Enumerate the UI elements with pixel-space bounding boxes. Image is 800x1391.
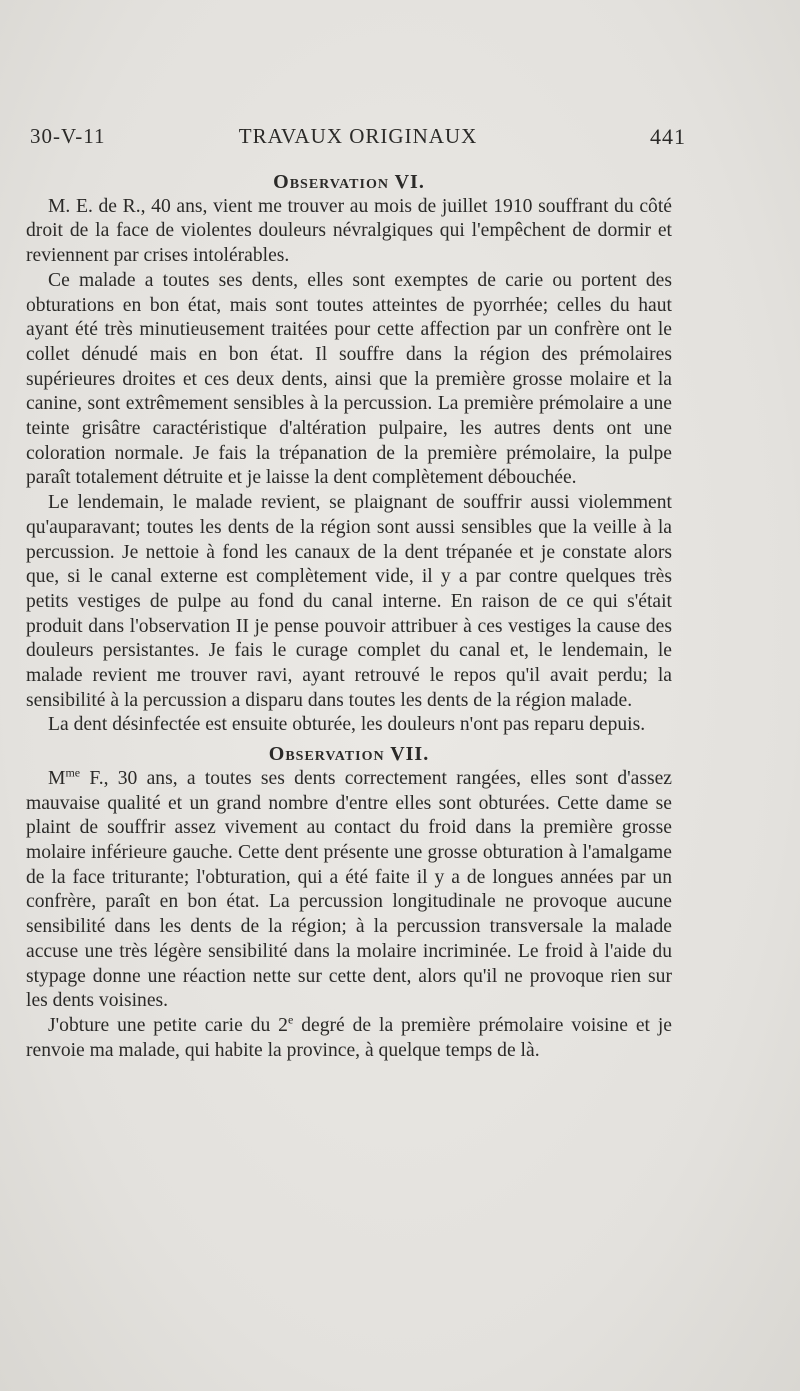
- header-date: 30-V-11: [30, 124, 106, 148]
- paragraph: Ce malade a toutes ses dents, elles sont exemptes de carie ou portent des obturations en bon état, mais sont toutes atteintes de pyorrhée; celles du haut ayant été très minutieusement traitées pour cette affection par un confrère ont le collet dénudé mais en bon état. Il souffre dans la région des prémolaires supérieures droites et ces deux dents, ainsi que la première grosse molaire et la canine, sont extrêmement sensibles à la percussion. La première prémolaire a une teinte grisâtre caractéristique d'altération pulpaire, les autres dents ont une coloration normale. Je fais la trépanation de la première prémolaire, la pulpe paraît totalement détruite et je laisse la dent complètement débouchée.: [26, 269, 672, 489]
- paragraph: La dent désinfectée est ensuite obturée, les douleurs n'ont pas reparu depuis.: [48, 714, 646, 736]
- running-header: [30, 124, 686, 154]
- observation-7-title: Observation VII.: [268, 743, 430, 766]
- superscript: e: [287, 1012, 294, 1027]
- header-title: TRAVAUX ORIGINAUX: [238, 124, 478, 148]
- text: F., 30 ans, a toutes ses dents correctement rangées, elles sont d'assez mauvaise qualité et un grand nombre d'entre elles sont obturées. Cette dame se plaint de souffrir assez vivement au contact du froid dans la première grosse molaire inférieure gauche. Cette dent présente une grosse obturation à l'amalgame de la face triturante; l'obturation, qui a été faite il y a de longues années par un confrère, paraît en bon état. La percussion longitudinale ne provoque aucune sensibilité dans les dents de la région; à la percussion transversale la malade accuse une très légère sensibilité dans la molaire incriminée. Le froid à l'aide du stypage donne une réaction nette sur cette dent, alors qu'il ne provoque rien sur les dents voisines.: [26, 767, 672, 1012]
- text: J'obture une petite carie du 2: [48, 1014, 288, 1036]
- paragraph: [26, 1014, 672, 1063]
- text: degré de la première prémolaire voisine et je renvoie ma malade, qui habite la province, à quelque temps de là.: [26, 1014, 672, 1061]
- text: M: [48, 767, 66, 789]
- page-body: [26, 170, 672, 1063]
- paragraph: M. E. de R., 40 ans, vient me trouver au mois de juillet 1910 souffrant du côté droit de la face de violentes douleurs névralgiques qui l'empêchent de dormir et reviennent par crises intolérables.: [26, 195, 672, 267]
- observation-6-title: Observation VI.: [273, 171, 425, 193]
- paragraph: Le lendemain, le malade revient, se plaignant de souffrir aussi violemment qu'auparavant; toutes les dents de la région sont aussi sensibles que la veille à la percussion. Je nettoie à fond les canaux de la dent trépanée et je constate alors que, si le canal externe est complètement vide, il y a par contre quelques très petits vestiges de pulpe au fond du canal interne. En raison de ce qui s'était produit dans l'observation II je pense pouvoir attribuer à ces vestiges la cause des douleurs persistantes. Je fais le curage complet du canal et, le lendemain, le malade revient me trouver ravi, ayant retrouvé le repos qu'il avait perdu; la sensibilité à la percussion a disparu dans toutes les dents de la région malade.: [26, 492, 672, 711]
- paragraph: [26, 767, 672, 1014]
- page-number: 441: [650, 124, 686, 149]
- superscript: me: [65, 765, 81, 780]
